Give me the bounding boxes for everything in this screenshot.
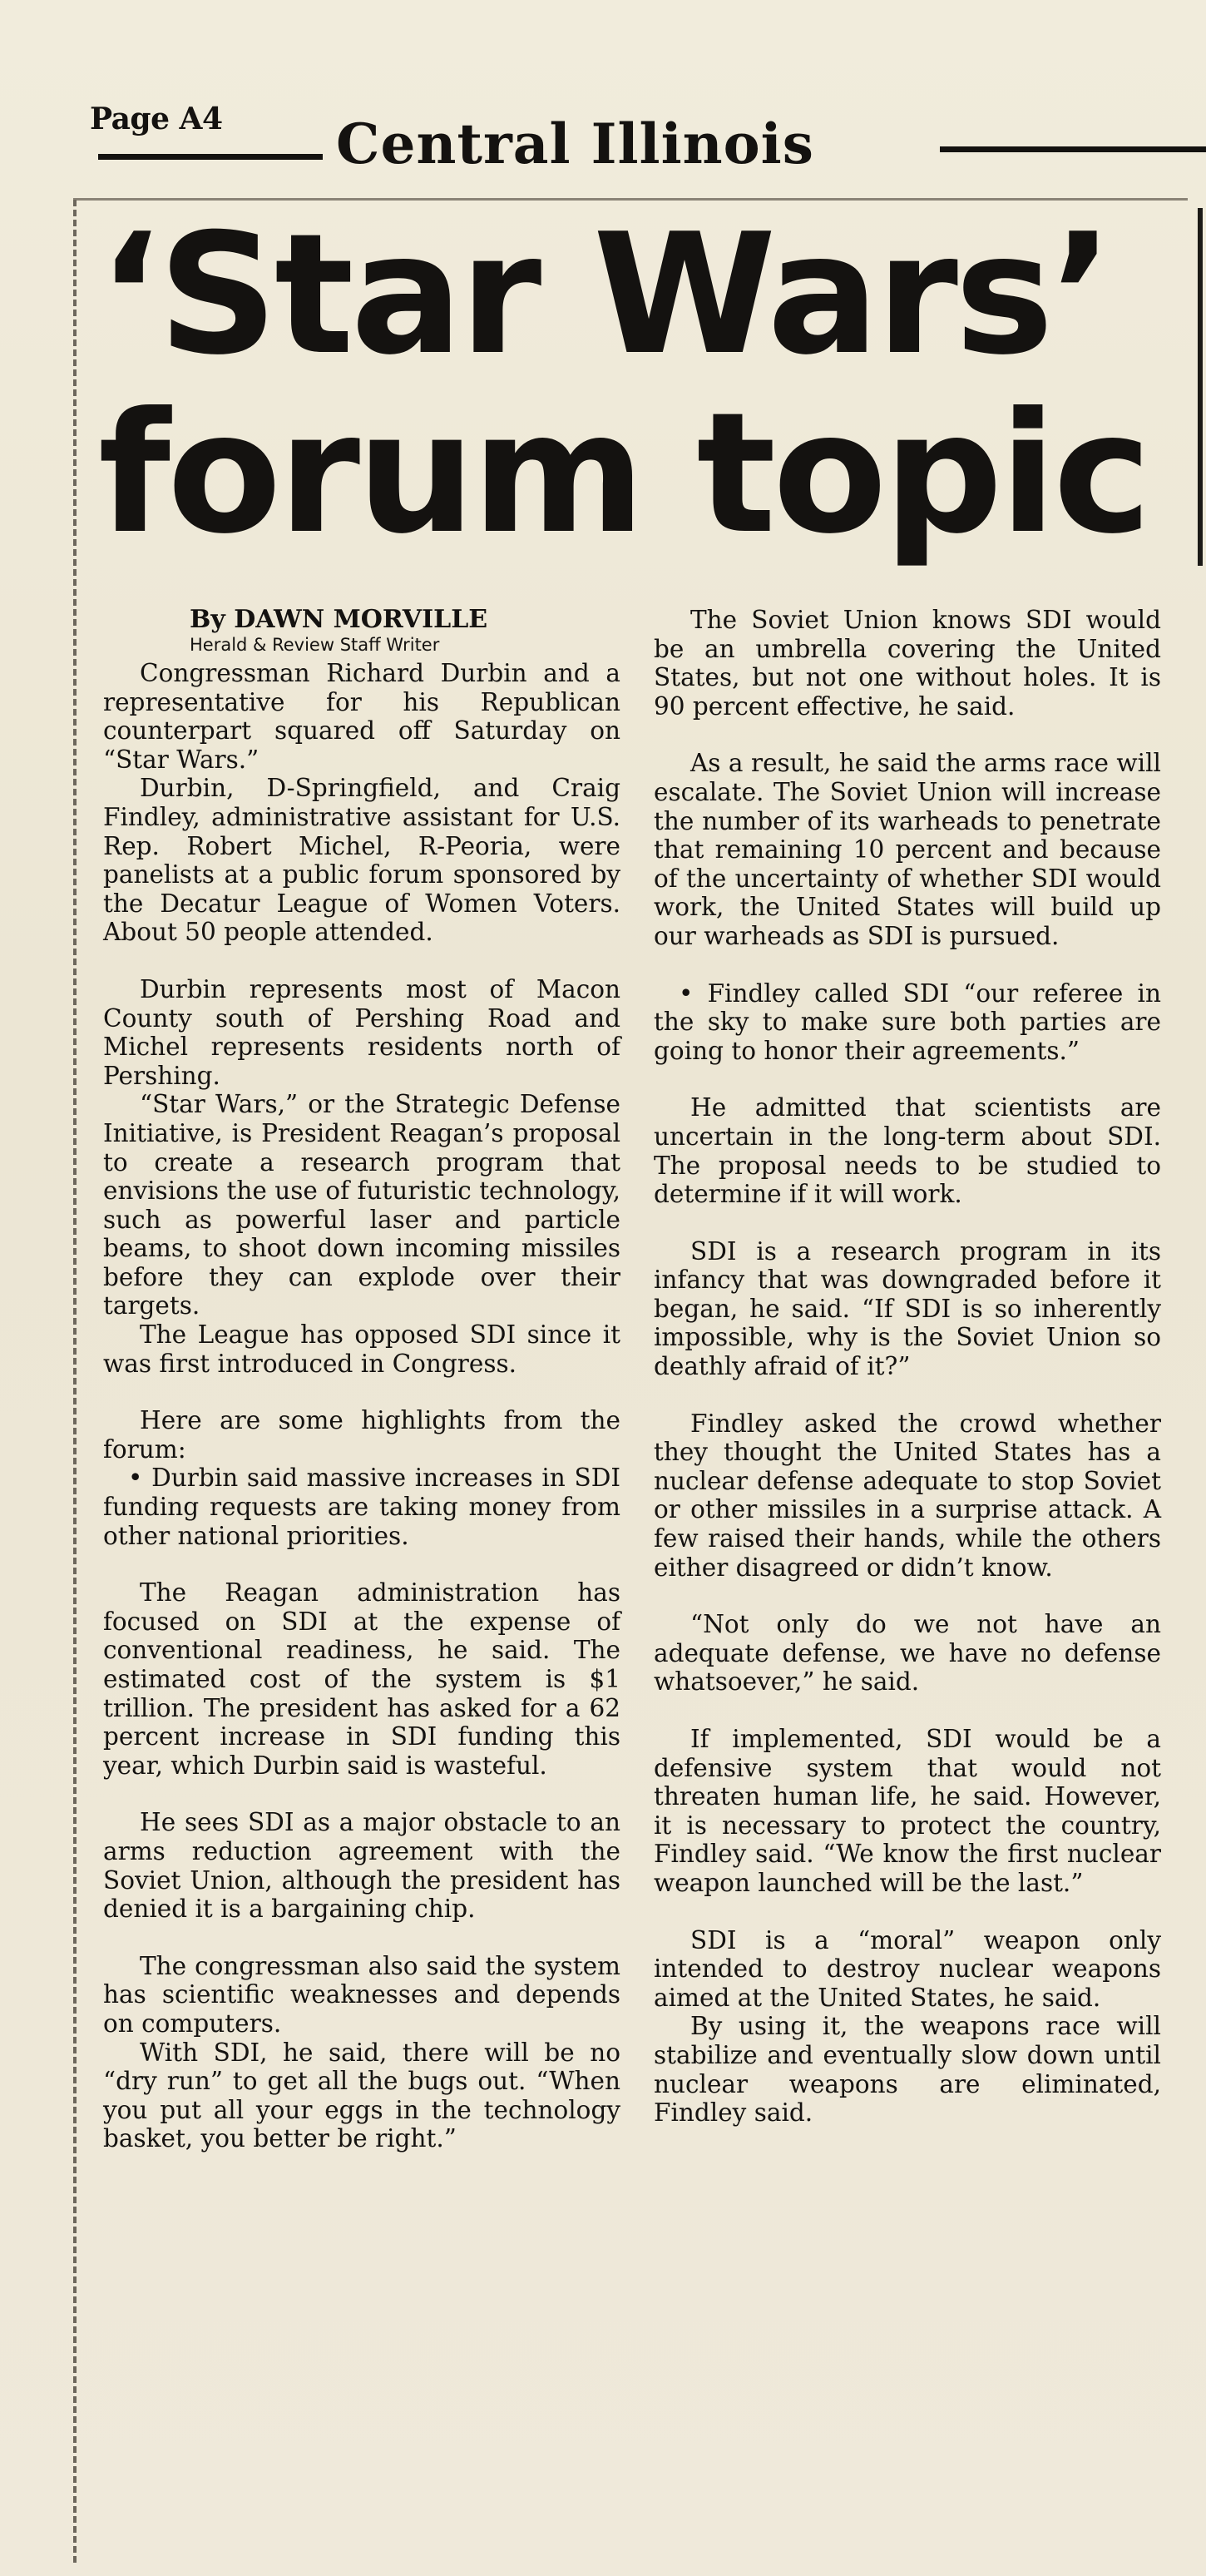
byline-author: By DAWN MORVILLE	[190, 605, 488, 634]
paragraph: • Durbin said massive increases in SDI funding requests are taking money from other national priorities.	[103, 1464, 620, 1550]
paragraph: He admitted that scientists are uncertain in the long-term about SDI. The proposal needs to be studied to determine if it will work.	[654, 1093, 1161, 1209]
paragraph: Durbin represents most of Macon County south of Pershing Road and Michel represents residents north of Pershing.	[103, 974, 620, 1090]
page-number: Page A4	[90, 102, 223, 136]
byline-credit: Herald & Review Staff Writer	[190, 635, 440, 655]
paragraph: As a result, he said the arms race will escalate. The Soviet Union will increase the number of its warheads to penetrate that remaining 10 percent and because of the uncertainty of whether SDI would work, the United States will build up our warheads as SDI is pursued.	[654, 749, 1161, 950]
paragraph: With SDI, he said, there will be no “dry run” to get all the bugs out. “When you put all your eggs in the technology basket, you better be right.”	[103, 2038, 620, 2153]
paragraph: The League has opposed SDI since it was first introduced in Congress.	[103, 1320, 620, 1378]
paragraph: Findley asked the crowd whether they thought the United States has a nuclear defense adequate to stop Soviet or other missiles in a surprise attack. A few raised their hands, while the others either disagreed or didn’t know.	[654, 1409, 1161, 1582]
paragraph: “Not only do we not have an adequate defense, we have no defense whatsoever,” he said.	[654, 1610, 1161, 1697]
paragraph: If implemented, SDI would be a defensive system that would not threaten human life, he said. However, it is necessary to protect the country, Findley said. “We know the first nuclear weapon launched will be the last.”	[654, 1725, 1161, 1897]
paragraph: SDI is a research program in its infancy that was downgraded before it began, he said. “If SDI is so inherently impossible, why is the Soviet Union so deathly afraid of it?”	[654, 1236, 1161, 1381]
paragraph: The congressman also said the system has scientific weaknesses and depends on computers.	[103, 1951, 620, 2038]
paragraph: Here are some highlights from the forum:	[103, 1406, 620, 1464]
clipping-edge-right	[1198, 208, 1203, 566]
paragraph: Durbin, D-Springfield, and Craig Findley, administrative assistant for U.S. Rep. Robert Michel, R-Peoria, were panelists at a public forum sponsored by the Decatur League of Women Voters. About 50 people attended.	[103, 774, 620, 947]
header-rule-left	[98, 154, 323, 160]
headline-line-1: ‘Star Wars’	[98, 198, 1110, 392]
paragraph: The Reagan administration has focused on SDI at the expense of conventional readiness, he said. The estimated cost of the system is $1 trillion. The president has asked for a 62 percent increase in SDI funding this year, which Durbin said is wasteful.	[103, 1578, 620, 1780]
paragraph: • Findley called SDI “our referee in the sky to make sure both parties are going to honor their agreements.”	[654, 978, 1161, 1065]
article-column-right	[654, 606, 1161, 2128]
headline-line-2: forum topic	[98, 377, 1149, 571]
header-rule-right	[940, 146, 1206, 152]
section-title: Central Illinois	[336, 111, 814, 176]
article-column-left	[103, 606, 620, 2153]
paragraph: Congressman Richard Durbin and a representative for his Republican counterpart squared off Saturday on “Star Wars.”	[103, 659, 620, 774]
paragraph: By using it, the weapons race will stabilize and eventually slow down until nuclear weapons are eliminated, Findley said.	[654, 2012, 1161, 2128]
paragraph: He sees SDI as a major obstacle to an arms reduction agreement with the Soviet Union, although the president has denied it is a bargaining chip.	[103, 1808, 620, 1924]
paragraph: “Star Wars,” or the Strategic Defense Initiative, is President Reagan’s proposal to create a research program that envisions the use of futuristic technology, such as powerful laser and particle beams, to shoot down incoming missiles before they can explode over their targets.	[103, 1090, 620, 1320]
paragraph: The Soviet Union knows SDI would be an umbrella covering the United States, but not one without holes. It is 90 percent effective, he said.	[654, 606, 1161, 721]
paragraph: SDI is a “moral” weapon only intended to destroy nuclear weapons aimed at the United States, he said.	[654, 1925, 1161, 2012]
clipping-edge-left	[73, 200, 77, 2563]
